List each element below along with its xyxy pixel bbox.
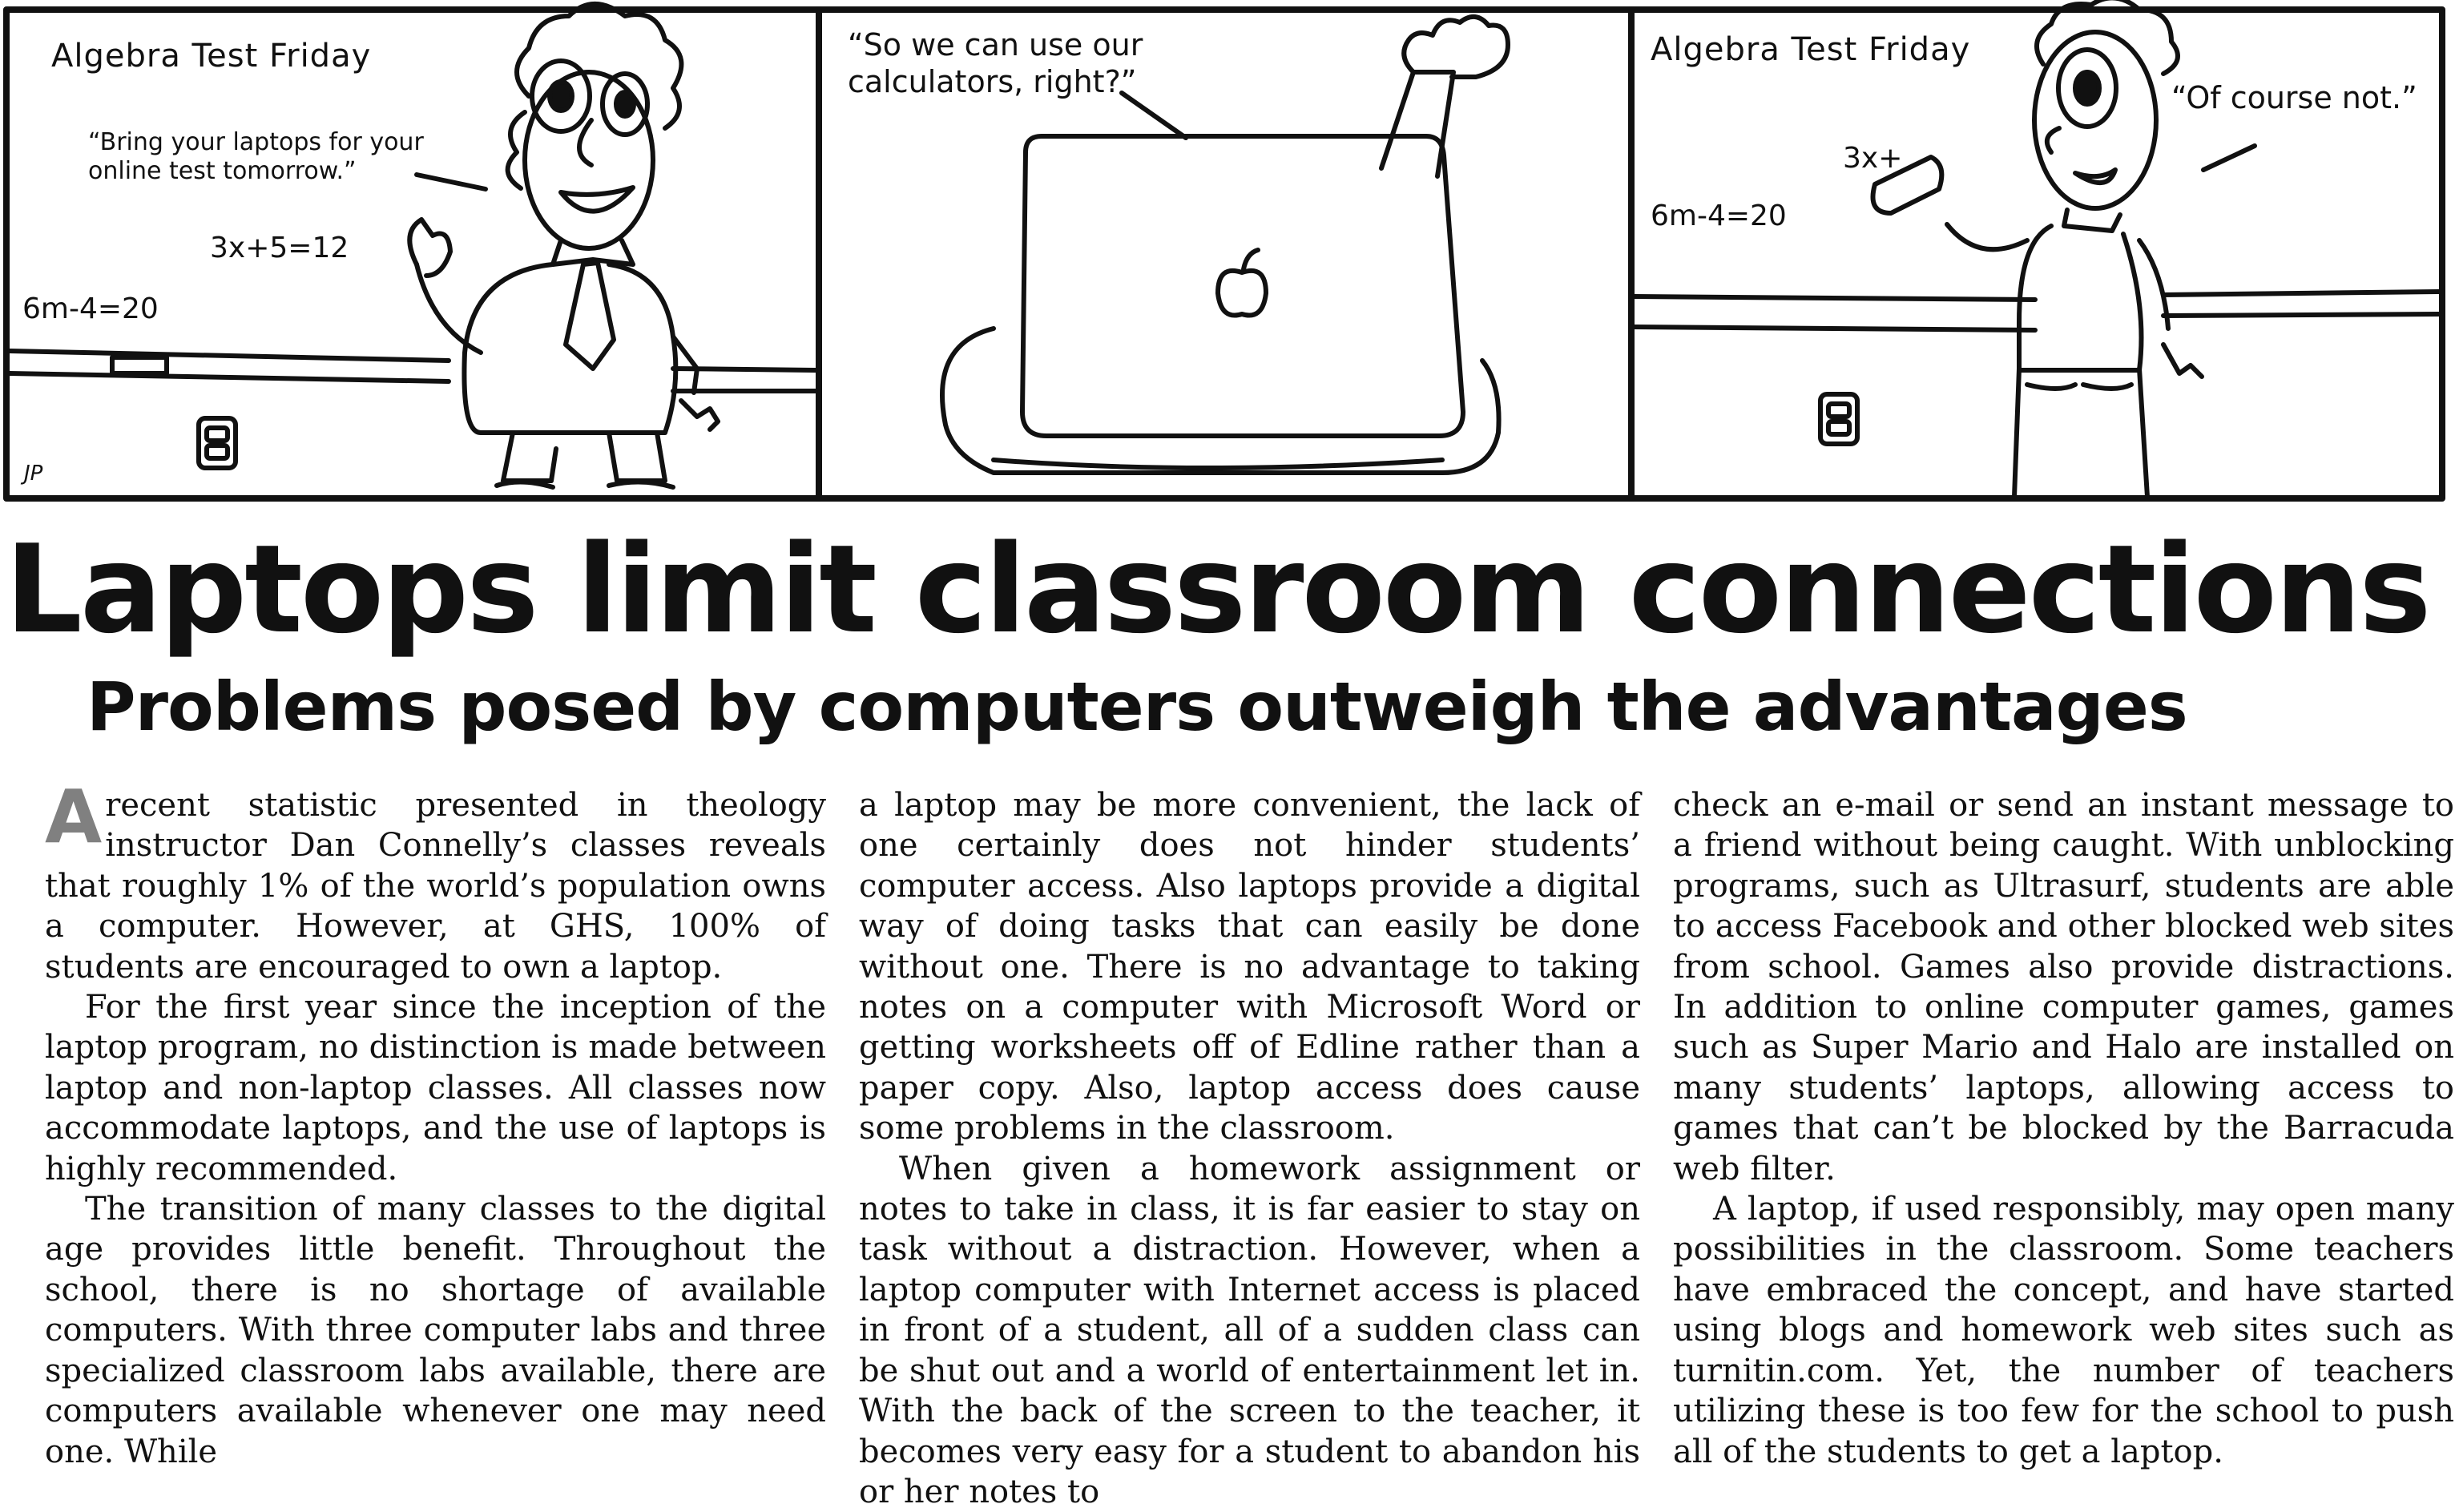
article-column-3 xyxy=(1673,785,2454,1472)
panel-2-speech: “So we can use our calculators, right?” xyxy=(848,27,1143,99)
panel-3-erased-equation: 3x+ xyxy=(1843,142,1903,175)
panel-3-equation-2: 6m-4=20 xyxy=(1651,200,1787,232)
panel-1-board-title: Algebra Test Friday xyxy=(51,38,372,75)
paragraph: A laptop, if used responsibly, may open many possibilities in the classroom. Some teachers have embraced the concept, and have started using blogs and homework web sites such as turnitin.com. Yet, the number of teachers utilizing these is too few for the school to push all of the students to get a laptop. xyxy=(1673,1191,2454,1470)
drop-cap: A xyxy=(45,774,103,860)
comic-strip-drawing xyxy=(0,0,2455,506)
panel-1-equation-1: 3x+5=12 xyxy=(210,232,349,264)
article-column-1 xyxy=(45,774,826,1472)
panel-1-speech: “Bring your laptops for your online test tomorrow.” xyxy=(88,128,424,185)
article-subheadline: Problems posed by computers outweigh the advantages xyxy=(87,667,2187,746)
paragraph: a laptop may be more convenient, the lack of one certainly does not hinder students’ computer access. Also laptops provide a digital way of doing tasks that can easily be done without one. There is no advantage to taking notes on a computer with Microsoft Word or getting worksheets off of Edline rather than a paper copy. Also, laptop access does cause some problems in the classroom. xyxy=(859,787,1640,1147)
panel-3-speech: “Of course not.” xyxy=(2171,80,2417,115)
paragraph: check an e-mail or send an instant message to a friend without being caught. With unblocking programs, such as Ultrasurf, students are able to access Facebook and other blocked web sites from school. Games also provide distractions. In addition to online computer games, games such as Super Mario and Halo are installed on many students’ laptops, allowing access to games that can’t be blocked by the Barracuda web filter. xyxy=(1673,787,2454,1187)
article-headline: Laptops limit classroom connections xyxy=(5,518,2429,660)
panel-1-equation-2: 6m-4=20 xyxy=(22,292,159,325)
article-column-2 xyxy=(859,785,1640,1512)
paragraph-text: recent statistic presented in theology instructor Dan Connelly’s classes reveals that roughly 1% of the world’s population owns a computer. However, at GHS, 100% of students are encouraged to own a laptop. xyxy=(45,787,826,986)
panel-3-board-title: Algebra Test Friday xyxy=(1651,31,1971,68)
paragraph: When given a homework assignment or notes to take in class, it is far easier to stay on task without a distraction. However, when a laptop computer with Internet access is placed in front of a student, all of a sudden class can be shut out and a world of entertainment let in. With the back of the screen to the teacher, it becomes very easy for a student to abandon his or her notes to xyxy=(859,1150,1640,1510)
panel-1-scene xyxy=(10,4,816,487)
comic-strip xyxy=(0,0,2455,506)
paragraph xyxy=(45,774,826,987)
panel-3-scene xyxy=(1635,0,2439,497)
artist-signature: JP xyxy=(24,462,43,486)
paragraph: For the first year since the inception of the laptop program, no distinction is made between laptop and non-laptop classes. All classes now accommodate laptops, and the use of laptops is highly recommended. xyxy=(45,989,826,1187)
paragraph: The transition of many classes to the digital age provides little benefit. Throughout the school, there is no shortage of available computers. With three computer labs and three specialized classroom labs available, there are computers available whenever one may need one. While xyxy=(45,1191,826,1470)
